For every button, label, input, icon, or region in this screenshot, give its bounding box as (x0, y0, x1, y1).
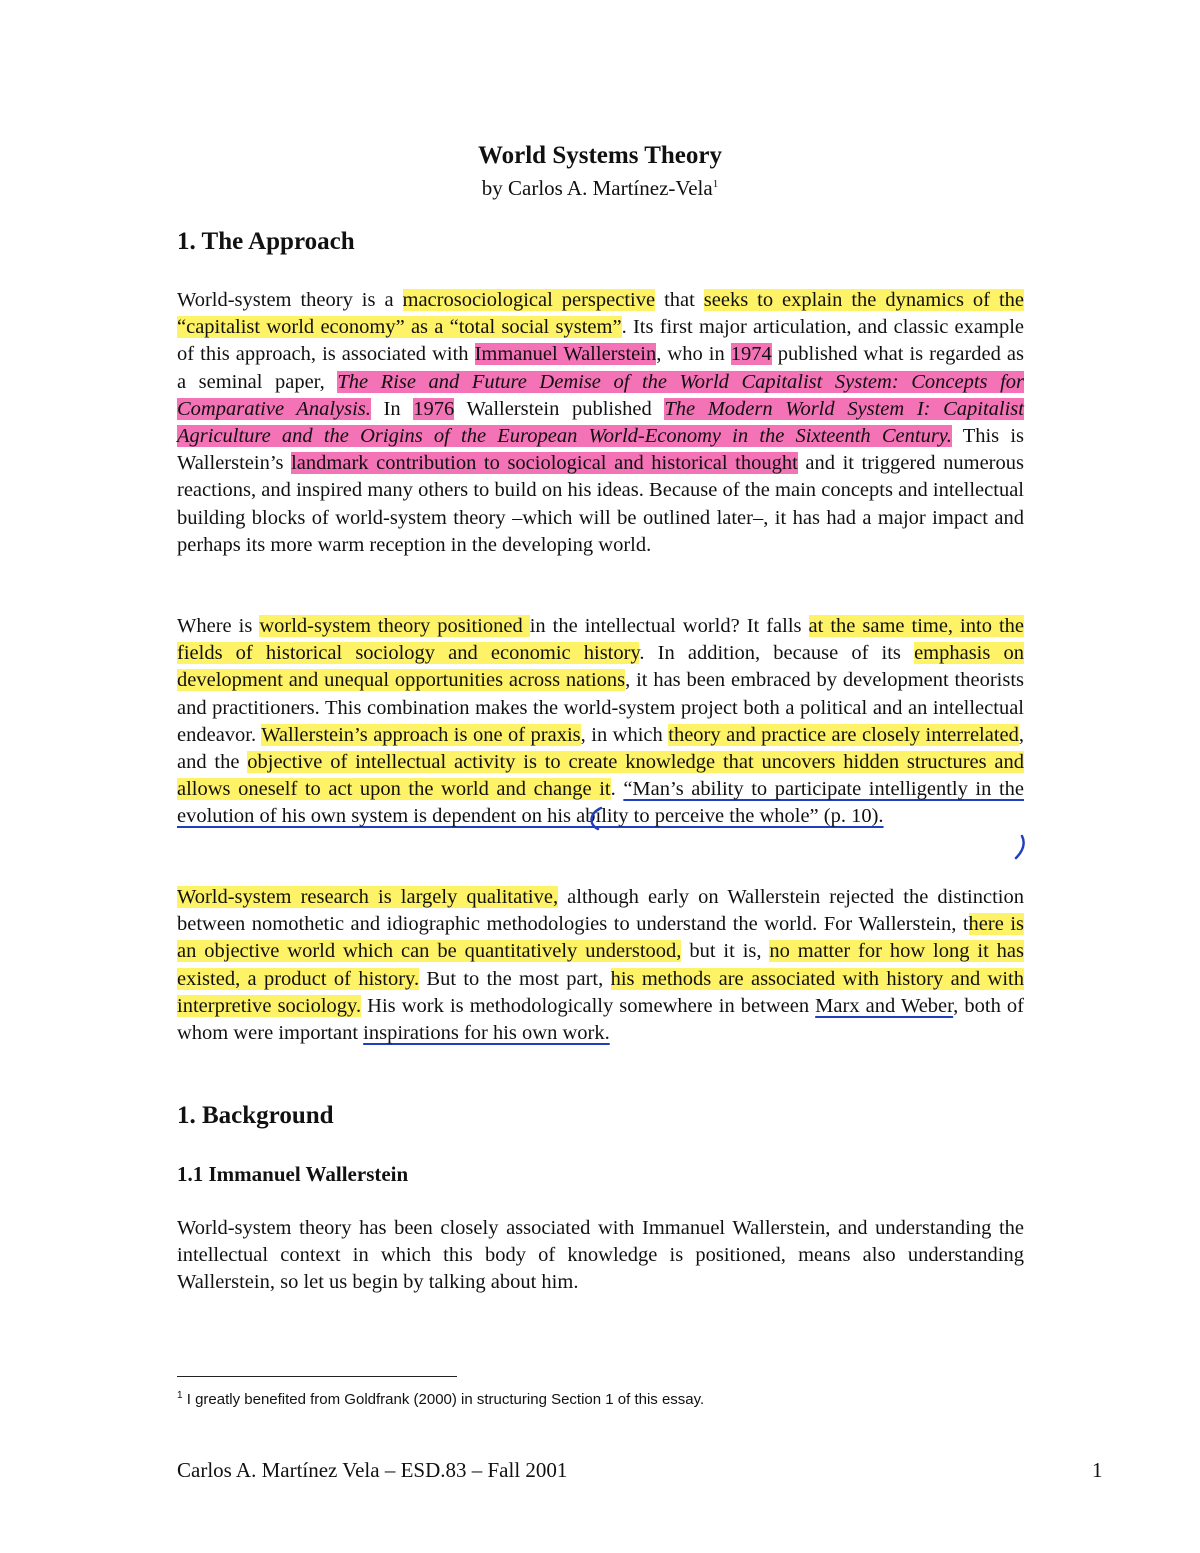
page-number: 1 (1092, 1458, 1103, 1482)
pen-underlined-text: inspirations for his own work. (363, 1022, 610, 1045)
pen-underlined-text: Marx and Weber (815, 994, 954, 1017)
highlight-yellow: objective of intellectual activity is to create knowledge that uncovers hidden structures and allows oneself to act upon the world and change it (177, 751, 1024, 801)
text-run: , in which (580, 723, 669, 746)
footnote-divider (177, 1376, 457, 1377)
text-run: . (610, 778, 624, 801)
text-run: This is Wallerstein’s (177, 425, 1024, 475)
pen-underlined-quote: “Man’s ability to participate intelligently in the evolution of his own system is dependent on his ability to perceive the whole” (p. 10). (177, 778, 1024, 828)
pen-bracket-close (1016, 836, 1024, 858)
section-heading-approach: 1. The Approach (177, 228, 355, 255)
paragraph-text: World-system theory has been closely associated with Immanuel Wallerstein, and understanding the intellectual context in which this body of knowledge is positioned, means also understanding Wallerstein, so let us begin by talking about him. (177, 1217, 1024, 1294)
highlight-yellow: emphasis on development and unequal opportunities across nations (177, 642, 1024, 692)
text-run: But to the most part, (419, 967, 611, 990)
text-run: published what is regarded as a seminal paper, (177, 343, 1024, 393)
page-footer: Carlos A. Martínez Vela – ESD.83 – Fall 2001 (177, 1458, 568, 1482)
highlight-yellow: world-system theory positioned (259, 615, 530, 637)
highlight-yellow: macrosociological perspective (402, 289, 656, 311)
paragraph-approach-3 (177, 884, 1024, 1047)
highlight-pink-title: The Modern World System I: Capitalist Agriculture and the Origins of the European World-Economy in the Sixteenth Century. (177, 397, 1024, 448)
highlight-pink: 1974 (730, 343, 772, 366)
highlight-yellow: no matter for how long it has existed, a product of history. (177, 940, 1024, 990)
highlight-yellow: his methods are associated with history and with interpretive sociology. (177, 967, 1024, 1017)
highlight-yellow: seeks to explain the dynamics of the “capitalist world economy” as a “total social system” (177, 289, 1024, 339)
footnote-marker: 1 (177, 1390, 183, 1401)
text-run: , both of whom were important (177, 994, 1024, 1045)
highlight-pink: landmark contribution to sociological and historical thought (291, 452, 798, 475)
text-run: . In addition, because of its (639, 642, 915, 665)
text-run: although early on Wallerstein rejected the distinction between nomothetic and idiographic methodologies to understand the world. For Wallerstein, t (177, 886, 1024, 936)
text-run: , and the (177, 723, 1025, 774)
highlight-pink: Immanuel Wallerstein (474, 343, 657, 366)
footnote (177, 1390, 704, 1408)
highlight-yellow: here is an objective world which can be quantitatively understood, (177, 913, 1024, 963)
highlight-yellow: at the same time, into the fields of historical sociology and economic history (177, 615, 1024, 665)
paragraph-background-1 (177, 1215, 1024, 1297)
text-run: in the intellectual world? It falls (529, 615, 809, 637)
section-heading-background: 1. Background (177, 1102, 334, 1129)
text-run: , who in (656, 343, 731, 366)
text-run: Where is (177, 615, 260, 637)
text-run: . Its first major articulation, and classic example of this approach, is associated with (177, 316, 1024, 366)
text-run: In (370, 397, 414, 420)
text-run: , it has been embraced by development theorists and practitioners. This combination makes the world-system project both a political and an intellectual endeavor. (177, 669, 1025, 746)
highlight-pink: 1976 (413, 397, 455, 420)
text-run: His work is methodologically somewhere in between (361, 994, 816, 1017)
subsection-heading-wallerstein: 1.1 Immanuel Wallerstein (177, 1162, 409, 1186)
author-byline (0, 176, 1200, 201)
highlight-yellow: Wallerstein’s approach is one of praxis (261, 723, 581, 746)
text-run: Wallerstein published (454, 397, 665, 420)
text-run: that (655, 289, 704, 311)
text-run: and it triggered numerous reactions, and inspired many others to build on his ideas. Because of the main concepts and intellectual building blocks of world-system theory –which will be outlined later–, it has had a major impact and perhaps its more warm reception in the developing world. (177, 452, 1024, 556)
footnote-text: I greatly benefited from Goldfrank (2000) in structuring Section 1 of this essay. (182, 1391, 705, 1408)
document-title: World Systems Theory (478, 142, 722, 169)
text-run: but it is, (681, 940, 770, 963)
author-name: by Carlos A. Martínez-Vela (481, 176, 713, 200)
highlight-yellow: theory and practice are closely interrelated (668, 723, 1019, 746)
highlight-pink-title: The Rise and Future Demise of the World Capitalist System: Concepts for Comparative Analysis. (177, 370, 1024, 420)
paragraph-approach-1 (177, 287, 1024, 559)
paragraph-approach-2 (177, 613, 1024, 831)
footnote-ref: 1 (712, 178, 719, 190)
highlight-yellow: World-system research is largely qualitative, (177, 886, 559, 908)
text-run: World-system theory is a (177, 289, 403, 311)
